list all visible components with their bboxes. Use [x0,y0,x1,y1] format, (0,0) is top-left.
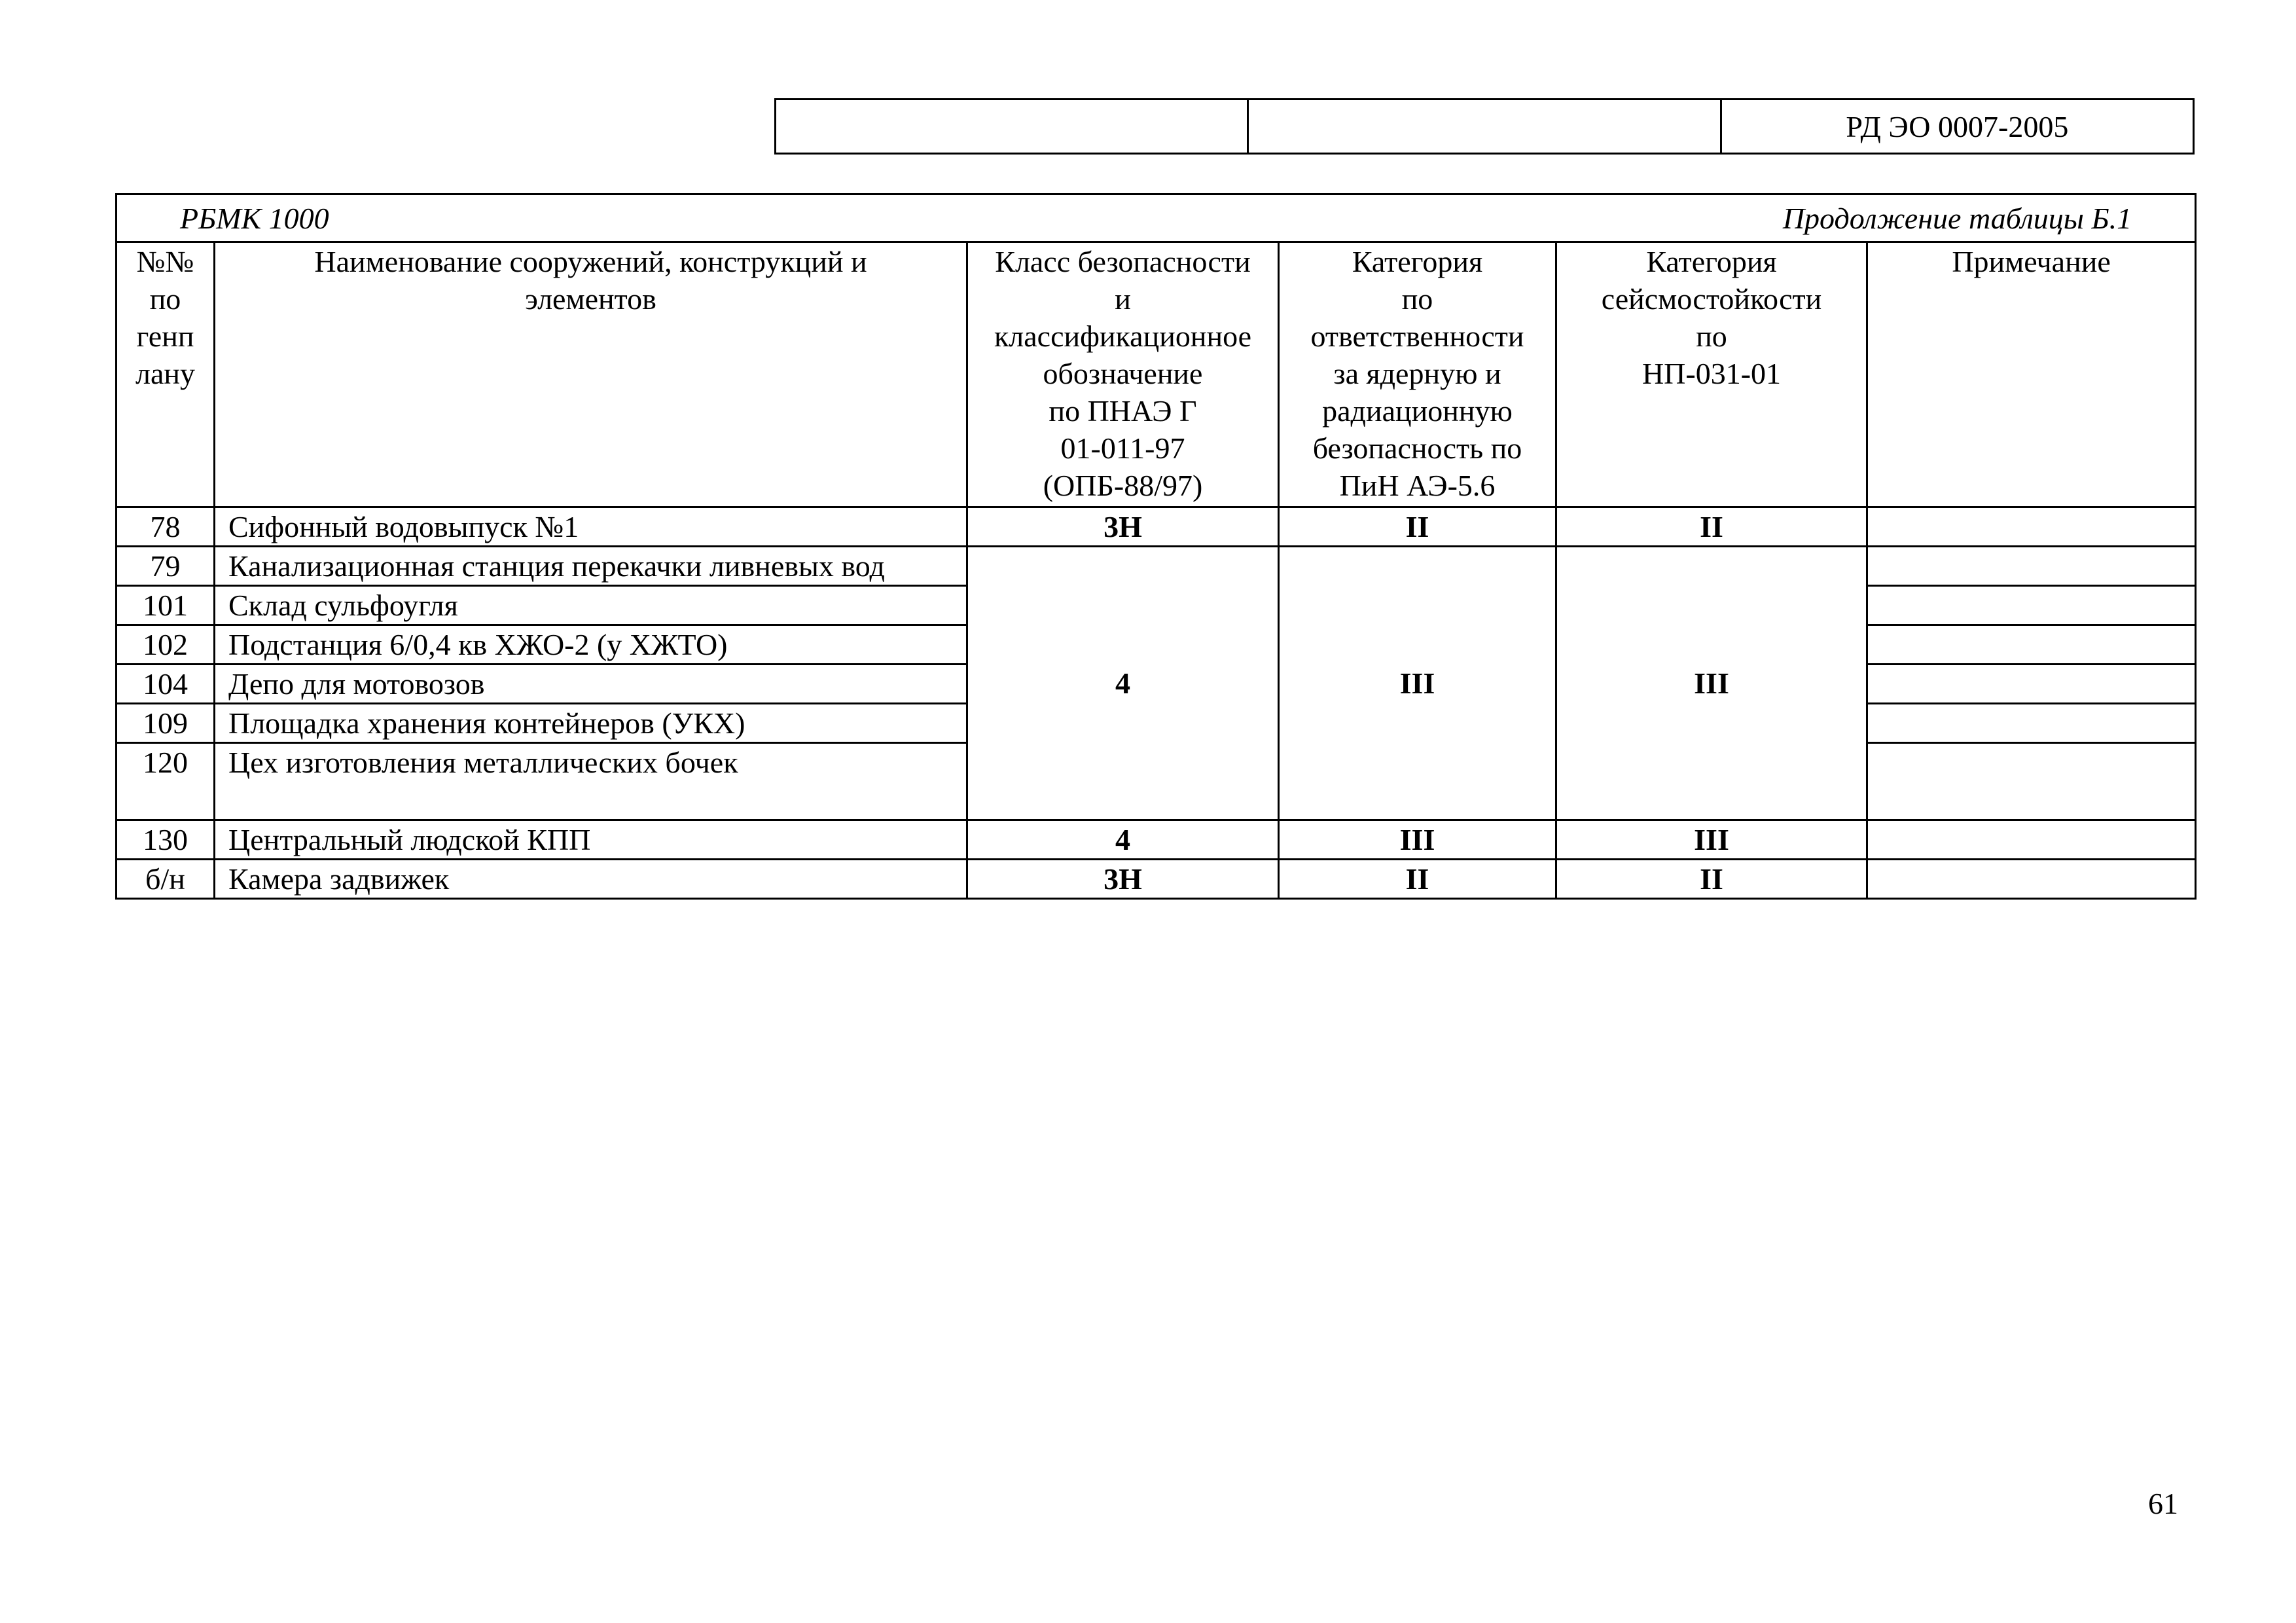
row-safety-class: 4 [967,820,1279,860]
header-responsibility: Категория по ответственности за ядерную и радиационную безопасность по ПиН АЭ-5.6 [1279,242,1556,507]
page-number: 61 [2148,1487,2178,1520]
header-seismic: Категория сейсмостойкости по НП-031-01 [1556,242,1867,507]
table-row [117,860,2196,899]
row-num: 130 [117,820,215,860]
row-note [1867,860,2196,899]
table-caption [117,194,2196,242]
row-num: 102 [117,625,215,665]
row-note [1867,820,2196,860]
header-row [117,242,2196,507]
row-note [1867,625,2196,665]
classification-table [115,193,2197,900]
row-seismic: III [1556,820,1867,860]
document-code: РД ЭО 0007-2005 [1721,100,2193,154]
row-num: 101 [117,586,215,625]
row-name: Центральный людской КПП [215,820,967,860]
row-num: 79 [117,547,215,586]
table-row [117,820,2196,860]
row-responsibility: II [1279,507,1556,547]
header-safety-class: Класс безопасности и классификационное обозначение по ПНАЭ Г 01-011-97 (ОПБ-88/97) [967,242,1279,507]
row-seismic: II [1556,507,1867,547]
row-num: б/н [117,860,215,899]
header-num: №№ по генп лану [117,242,215,507]
row-note [1867,743,2196,820]
row-responsibility: III [1279,820,1556,860]
row-name: Склад сульфоугля [215,586,967,625]
document-stamp [774,98,2195,155]
row-note [1867,704,2196,743]
row-name: Камера задвижек [215,860,967,899]
stamp-cell-2 [1248,100,1721,154]
header-note: Примечание [1867,242,2196,507]
row-name: Канализационная станция перекачки ливневых вод [215,547,967,586]
row-note [1867,665,2196,704]
table-row [117,507,2196,547]
row-note [1867,586,2196,625]
row-num: 109 [117,704,215,743]
row-seismic: II [1556,860,1867,899]
row-name: Площадка хранения контейнеров (УКХ) [215,704,967,743]
group-safety-class: 4 [967,547,1279,820]
row-name: Депо для мотовозов [215,665,967,704]
row-name: Сифонный водовыпуск №1 [215,507,967,547]
group-seismic: III [1556,547,1867,820]
row-num: 120 [117,743,215,820]
row-name: Цех изготовления металлических бочек [215,743,967,820]
row-num: 78 [117,507,215,547]
row-safety-class: 3Н [967,860,1279,899]
group-responsibility: III [1279,547,1556,820]
stamp-cell-1 [776,100,1248,154]
row-name: Подстанция 6/0,4 кв ХЖО-2 (у ХЖТО) [215,625,967,665]
row-note [1867,547,2196,586]
header-name: Наименование сооружений, конструкций и элементов [215,242,967,507]
row-num: 104 [117,665,215,704]
row-responsibility: II [1279,860,1556,899]
table-continuation: Продолжение таблицы Б.1 [1782,201,2132,235]
table-row [117,547,2196,586]
row-safety-class: 3Н [967,507,1279,547]
row-note [1867,507,2196,547]
reactor-type: РБМК 1000 [180,201,329,235]
